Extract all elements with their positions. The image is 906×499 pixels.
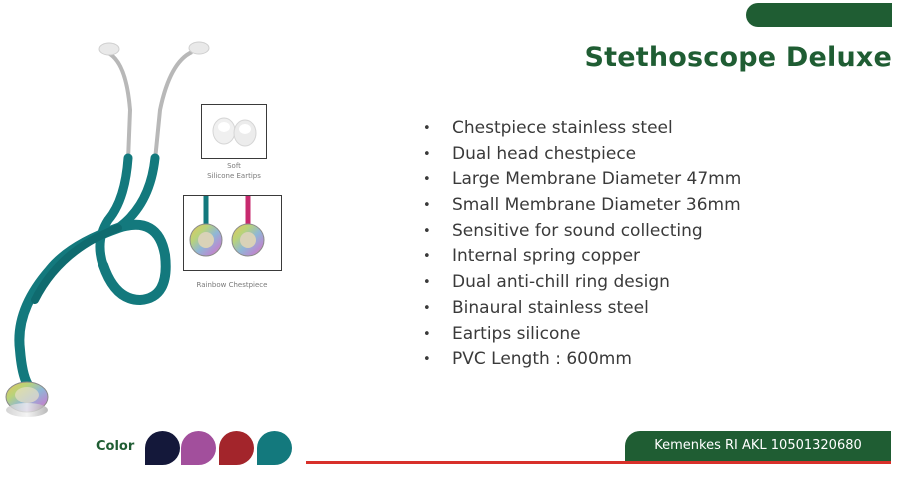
bullet-icon: • — [423, 300, 431, 316]
feature-item — [421, 347, 861, 373]
chestpiece-inset — [183, 195, 282, 271]
feature-text: Binaural stainless steel — [452, 297, 649, 318]
feature-item — [421, 167, 861, 193]
bullet-icon: • — [423, 172, 431, 188]
feature-item — [421, 142, 861, 168]
feature-list — [421, 116, 861, 373]
feature-text: Dual head chestpiece — [452, 143, 637, 164]
feature-item — [421, 193, 861, 219]
bullet-icon: • — [423, 249, 431, 265]
bullet-icon: • — [423, 121, 431, 136]
chestpiece-caption: Rainbow Chestpiece — [196, 281, 268, 289]
bullet-icon: • — [423, 326, 431, 342]
footer-divider — [306, 461, 891, 464]
feature-text: Eartips silicone — [452, 323, 581, 344]
feature-item — [421, 219, 861, 245]
bullet-icon: • — [423, 223, 431, 239]
eartip-image — [202, 105, 265, 157]
color-swatch[interactable] — [145, 431, 180, 465]
feature-text: Internal spring copper — [452, 246, 641, 267]
eartips-caption-line2: Silicone Eartips — [207, 172, 261, 180]
bullet-icon: • — [423, 146, 431, 162]
color-swatch[interactable] — [257, 431, 292, 465]
registration-badge: Kemenkes RI AKL 10501320680 — [625, 431, 891, 461]
color-swatch[interactable] — [181, 431, 216, 465]
feature-text: Sensitive for sound collecting — [452, 220, 703, 241]
feature-text: Large Membrane Diameter 47mm — [452, 169, 742, 190]
feature-item — [421, 322, 861, 348]
color-label: Color — [96, 439, 135, 454]
bullet-icon: • — [423, 198, 431, 214]
feature-item — [421, 296, 861, 322]
feature-text: Dual anti-chill ring design — [452, 272, 670, 293]
feature-text: PVC Length : 600mm — [452, 349, 632, 370]
feature-item — [421, 270, 861, 296]
feature-text: Small Membrane Diameter 36mm — [452, 195, 741, 216]
eartips-caption-line1: Soft — [227, 162, 241, 170]
bullet-icon: • — [423, 352, 431, 368]
header-accent-bar — [746, 3, 892, 27]
eartips-inset — [201, 104, 267, 159]
bullet-icon: • — [423, 275, 431, 291]
color-swatch[interactable] — [219, 431, 254, 465]
product-title: Stethoscope Deluxe — [584, 42, 892, 73]
feature-item — [421, 244, 861, 270]
rainbow-chestpiece-image — [184, 196, 280, 269]
feature-text: Chestpiece stainless steel — [452, 118, 673, 138]
feature-item — [421, 116, 861, 142]
